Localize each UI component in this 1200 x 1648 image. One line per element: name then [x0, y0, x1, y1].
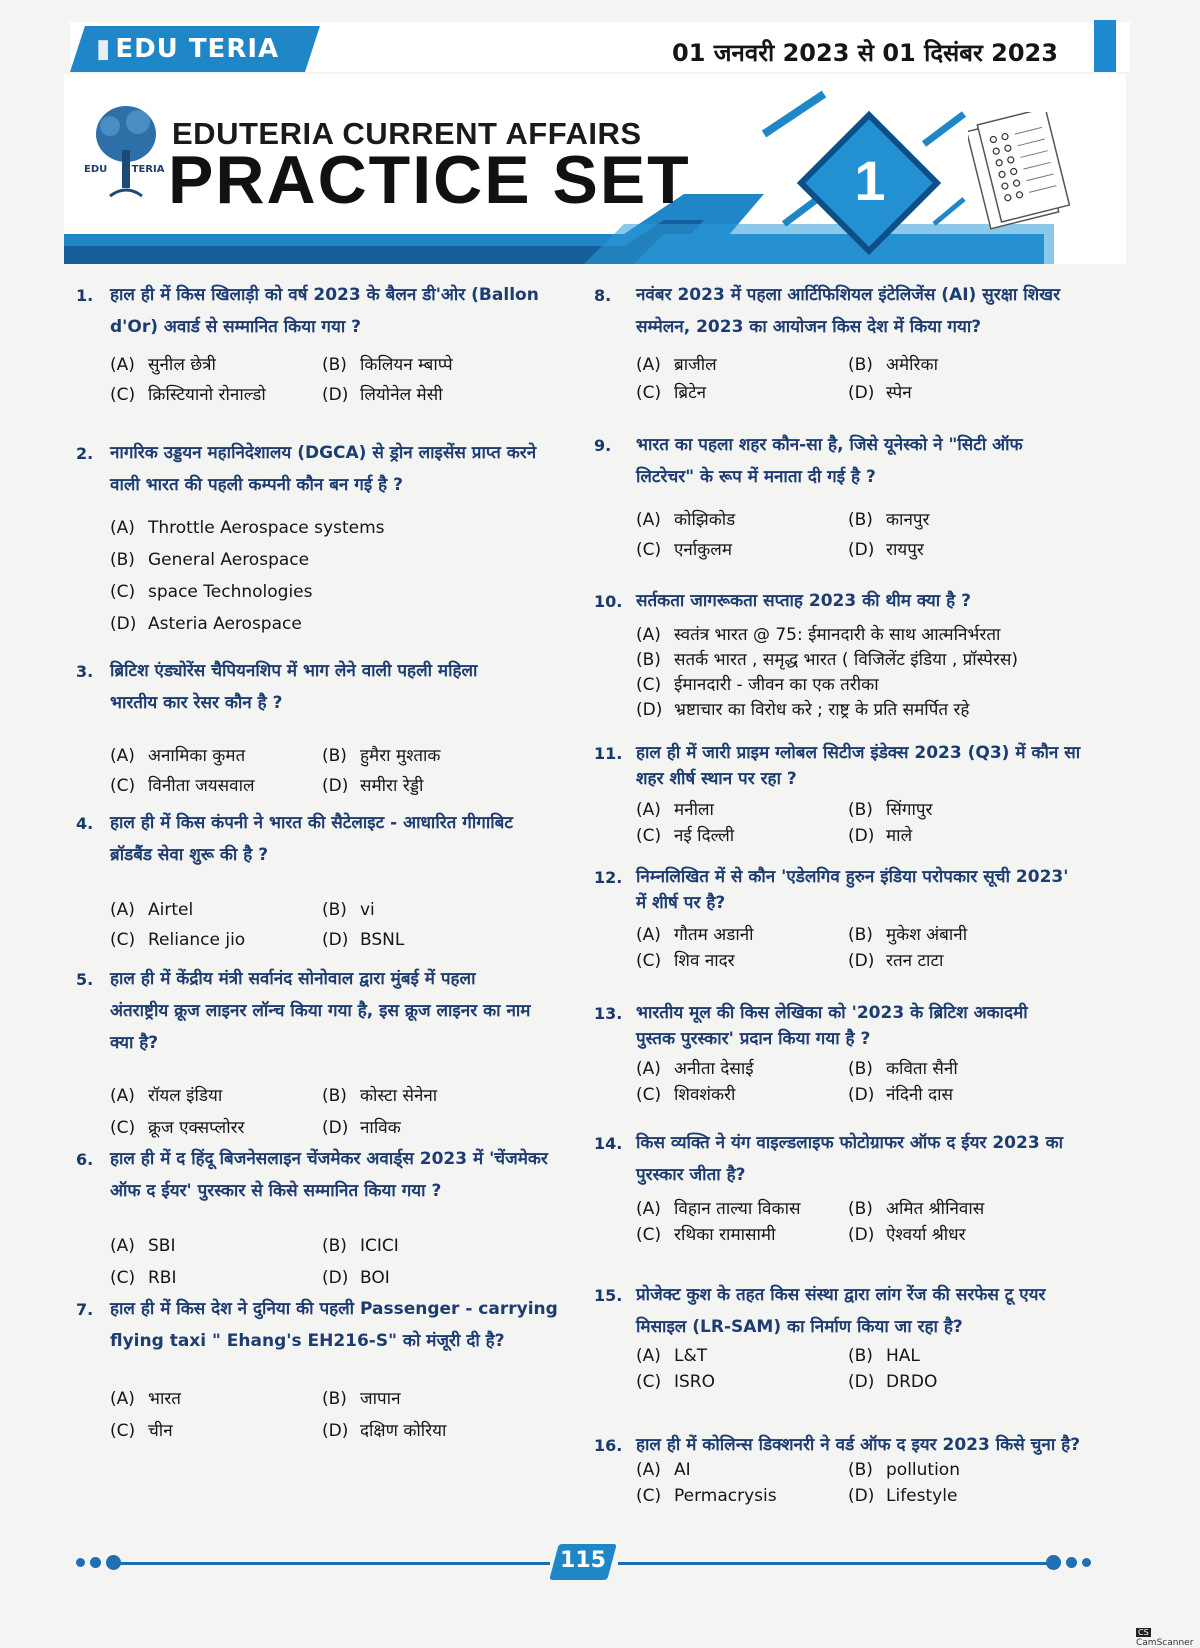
option-text: नंदिनी दास — [886, 1085, 954, 1105]
option-text: कोस्टा सेनेना — [360, 1086, 438, 1106]
option-letter: (C) — [636, 1085, 662, 1105]
option-text: ईमानदारी - जीवन का एक तरीका — [674, 675, 879, 695]
option-text: General Aerospace — [148, 550, 310, 570]
option-letter: (A) — [636, 510, 661, 530]
option-text: Asteria Aerospace — [148, 614, 302, 634]
answer-option — [848, 948, 943, 971]
page-number: 115 — [560, 1548, 606, 1573]
question-text: हाल ही में जारी प्राइम ग्लोबल सिटीज इंडेक्स 2023 (Q3) में कौन सा — [636, 743, 1081, 763]
scanner-label: CamScanner — [1136, 1638, 1194, 1648]
answer-option — [322, 1083, 437, 1106]
answer-option — [636, 622, 1000, 645]
answer-option — [322, 1115, 401, 1138]
option-letter: (A) — [636, 800, 661, 820]
option-text: स्वतंत्र भारत @ 75: ईमानदारी के साथ आत्मनिर्भरता — [674, 625, 1001, 645]
answer-option — [110, 1268, 177, 1288]
question-text: हाल ही में केंद्रीय मंत्री सर्वानंद सोनोवाल द्वारा मुंबई में पहला — [110, 969, 476, 989]
option-letter: (D) — [848, 1486, 875, 1506]
option-text: pollution — [886, 1460, 960, 1480]
question-number: 12. — [594, 868, 623, 887]
option-text: कविता सैनी — [886, 1059, 958, 1079]
footer-dot — [1082, 1558, 1091, 1567]
option-letter: (D) — [322, 930, 349, 950]
option-text: BOI — [360, 1268, 390, 1288]
question-text: लिटरेचर" के रूप में मनाता दी गई है ? — [636, 467, 876, 487]
option-text: vi — [360, 900, 375, 920]
answer-option — [110, 614, 302, 634]
scanner-watermark — [1136, 1628, 1200, 1648]
option-letter: (B) — [322, 355, 347, 375]
option-text: L&T — [674, 1346, 708, 1366]
option-text: ब्राजील — [674, 355, 717, 375]
option-text: कानपुर — [886, 510, 930, 530]
option-text: मनीला — [674, 800, 714, 820]
option-letter: (C) — [110, 930, 136, 950]
question-number: 14. — [594, 1134, 623, 1153]
option-text: स्पेन — [886, 383, 912, 403]
option-text: DRDO — [886, 1372, 938, 1392]
option-letter: (A) — [636, 625, 661, 645]
option-text: Permacrysis — [674, 1486, 777, 1506]
question-number: 5. — [76, 970, 94, 989]
answer-option — [110, 930, 245, 950]
answer-option — [848, 1222, 966, 1245]
option-letter: (B) — [322, 746, 347, 766]
option-letter: (A) — [110, 1086, 135, 1106]
answer-option — [322, 773, 423, 796]
answer-option — [636, 1460, 691, 1480]
option-text: space Technologies — [148, 582, 313, 602]
answer-option — [848, 1486, 957, 1506]
logo-text-left: EDU — [84, 164, 108, 175]
option-letter: (D) — [848, 1225, 875, 1245]
logo-label — [84, 164, 164, 175]
answer-option — [636, 352, 717, 375]
option-text: रॉयल इंडिया — [148, 1086, 223, 1106]
option-letter: (B) — [848, 1199, 873, 1219]
option-text: नई दिल्ली — [674, 826, 735, 846]
option-text: Airtel — [148, 900, 194, 920]
question-text: शहर शीर्ष स्थान पर रहा ? — [636, 769, 797, 789]
question-text: में शीर्ष पर है? — [636, 893, 726, 913]
option-text: ब्रिटेन — [674, 383, 707, 403]
option-letter: (B) — [848, 925, 873, 945]
question-text: सर्तकता जागरूकता सप्ताह 2023 की थीम क्या है ? — [636, 591, 971, 611]
option-text: गौतम अडानी — [674, 925, 754, 945]
answer-option — [322, 930, 404, 950]
option-text: ISRO — [674, 1372, 715, 1392]
answer-option — [110, 900, 193, 920]
question-number: 11. — [594, 744, 623, 763]
answer-option — [636, 1346, 707, 1366]
date-range: 01 जनवरी 2023 से 01 दिसंबर 2023 — [672, 39, 1058, 67]
set-subtitle: PRACTICE SET — [168, 142, 691, 218]
option-letter: (C) — [636, 951, 662, 971]
option-text: ICICI — [360, 1236, 399, 1256]
option-text: अनीता देसाई — [674, 1059, 754, 1079]
option-letter: (C) — [110, 582, 136, 602]
answer-option — [322, 1268, 390, 1288]
option-text: सतर्क भारत , समृद्ध भारत ( विजिलेंट इंडिया , प्रॉस्पेरस) — [674, 650, 1019, 670]
answer-option — [322, 900, 375, 920]
answer-option — [848, 1056, 958, 1079]
answer-option — [110, 1236, 175, 1256]
question-text: क्या है? — [110, 1033, 159, 1053]
answer-option — [322, 1418, 446, 1441]
question-text: वाली भारत की पहली कम्पनी कौन बन गई है ? — [110, 475, 403, 495]
answer-option — [848, 537, 924, 560]
answer-option — [110, 1083, 222, 1106]
question-number: 3. — [76, 662, 94, 681]
set-title: EDUTERIA CURRENT AFFAIRS — [172, 116, 642, 151]
tree-logo-icon — [80, 100, 168, 210]
option-letter: (D) — [322, 1268, 349, 1288]
option-text: विनीता जयसवाल — [148, 776, 255, 796]
answer-option — [110, 382, 266, 405]
option-text: रथिका रामासामी — [674, 1225, 776, 1245]
option-text: भारत — [148, 1389, 181, 1409]
option-letter: (C) — [636, 1225, 662, 1245]
answer-option — [636, 1082, 735, 1105]
question-text: हाल ही में किस देश ने दुनिया की पहली Passenger - carrying — [110, 1299, 558, 1319]
option-letter: (B) — [110, 550, 135, 570]
option-letter: (D) — [322, 1118, 349, 1138]
option-letter: (C) — [636, 1486, 662, 1506]
answer-option — [110, 743, 245, 766]
option-letter: (B) — [848, 355, 873, 375]
answer-option — [848, 922, 967, 945]
option-letter: (D) — [848, 951, 875, 971]
option-text: Reliance jio — [148, 930, 246, 950]
option-text: समीरा रेड्डी — [360, 776, 424, 796]
answer-option — [636, 380, 706, 403]
question-text: निम्नलिखित में से कौन 'एडेलगिव हुरुन इंडिया परोपकार सूची 2023' — [636, 867, 1069, 887]
answer-option — [110, 1115, 245, 1138]
option-text: विहान ताल्या विकास — [674, 1199, 801, 1219]
question-number: 7. — [76, 1300, 94, 1319]
option-letter: (B) — [848, 510, 873, 530]
option-text: HAL — [886, 1346, 920, 1366]
option-text: अमित श्रीनिवास — [886, 1199, 985, 1219]
question-text: ऑफ द ईयर' पुरस्कार से किसे सम्मानित किया गया ? — [110, 1181, 442, 1201]
answer-option — [636, 1372, 715, 1392]
option-text: शिवशंकरी — [674, 1085, 736, 1105]
question-text: हाल ही में कोलिन्स डिक्शनरी ने वर्ड ऑफ द इयर 2023 किसे चुना है? — [636, 1435, 1081, 1455]
option-text: चीन — [148, 1421, 173, 1441]
answer-option — [848, 1460, 960, 1480]
set-number: 1 — [854, 149, 886, 212]
question-number: 15. — [594, 1286, 623, 1305]
question-text: flying taxi " Ehang's EH216-S" को मंजूरी दी है? — [110, 1331, 505, 1351]
option-text: अनामिका कुमत — [148, 746, 246, 766]
question-number: 8. — [594, 286, 612, 305]
answer-option — [322, 1386, 401, 1409]
option-text: लियोनेल मेसी — [360, 385, 443, 405]
option-letter: (B) — [848, 1460, 873, 1480]
question-text: अंतराष्ट्रीय क्रूज लाइनर लॉन्च किया गया है, इस क्रूज लाइनर का नाम — [110, 1001, 531, 1021]
question-text: हाल ही में द हिंदू बिजनेसलाइन चेंजमेकर अवार्ड्स 2023 में 'चेंजमेकर — [110, 1149, 548, 1169]
option-letter: (A) — [110, 746, 135, 766]
option-letter: (C) — [110, 385, 136, 405]
answer-option — [110, 582, 312, 602]
option-letter: (A) — [636, 1059, 661, 1079]
option-letter: (B) — [322, 1086, 347, 1106]
option-letter: (D) — [848, 1372, 875, 1392]
option-letter: (D) — [848, 826, 875, 846]
answer-option — [848, 507, 930, 530]
option-letter: (A) — [636, 1346, 661, 1366]
option-text: अमेरिका — [886, 355, 938, 375]
footer-dot — [90, 1557, 101, 1568]
question-text: किस व्यक्ति ने यंग वाइल्डलाइफ फोटोग्राफर ऑफ द ईयर 2023 का — [636, 1133, 1064, 1153]
answer-option — [636, 1222, 775, 1245]
question-text: हाल ही में किस कंपनी ने भारत की सैटेलाइट - आधारित गीगाबिट — [110, 813, 513, 833]
option-letter: (A) — [636, 925, 661, 945]
option-letter: (D) — [848, 1085, 875, 1105]
option-text: क्रिस्टियानो रोनाल्डो — [148, 385, 266, 405]
question-text: d'Or) अवार्ड से सम्मानित किया गया ? — [110, 317, 362, 337]
answer-option — [636, 1196, 800, 1219]
option-letter: (B) — [322, 900, 347, 920]
option-letter: (D) — [848, 383, 875, 403]
answer-option — [636, 1486, 777, 1506]
brand-label: EDU TERIA — [115, 34, 280, 64]
option-text: नाविक — [360, 1118, 401, 1138]
question-text: भारत का पहला शहर कौन-सा है, जिसे यूनेस्को ने "सिटी ऑफ — [636, 435, 1023, 455]
answer-option — [848, 352, 938, 375]
option-letter: (B) — [848, 1346, 873, 1366]
option-letter: (B) — [636, 650, 661, 670]
answer-option — [848, 1082, 953, 1105]
question-text: नवंबर 2023 में पहला आर्टिफिशियल इंटेलिजेंस (AI) सुरक्षा शिखर — [636, 285, 1061, 305]
option-text: SBI — [148, 1236, 176, 1256]
option-text: Lifestyle — [886, 1486, 958, 1506]
option-letter: (C) — [636, 540, 662, 560]
question-text: प्रोजेक्ट कुश के तहत किस संस्था द्वारा लांग रेंज की सरफेस टू एयर — [636, 1285, 1046, 1305]
option-text: शिव नादर — [674, 951, 735, 971]
answer-sheet-icon — [968, 112, 1072, 232]
question-number: 2. — [76, 444, 94, 463]
footer-rule-right — [618, 1562, 1048, 1565]
answer-option — [636, 1056, 754, 1079]
option-text: किलियन म्बाप्पे — [360, 355, 453, 375]
answer-option — [636, 672, 879, 695]
answer-option — [322, 1236, 399, 1256]
option-letter: (A) — [636, 355, 661, 375]
question-text: नागरिक उड्डयन महानिदेशालय (DGCA) से ड्रोन लाइसेंस प्राप्त करने — [110, 443, 537, 463]
option-text: हुमैरा मुश्ताक — [360, 746, 441, 766]
option-text: भ्रष्टाचार का विरोध करे ; राष्ट्र के प्रति समर्पित रहे — [674, 700, 970, 720]
scanner-badge: CS — [1138, 1628, 1149, 1637]
question-text: मिसाइल (LR-SAM) का निर्माण किया जा रहा है? — [636, 1317, 963, 1337]
option-letter: (C) — [636, 675, 662, 695]
answer-option — [636, 537, 732, 560]
question-text: पुस्तक पुरस्कार' प्रदान किया गया है ? — [636, 1029, 871, 1049]
question-number: 13. — [594, 1004, 623, 1023]
option-text: कोझिकोड — [674, 510, 736, 530]
answer-option — [848, 797, 932, 820]
answer-option — [848, 823, 912, 846]
option-letter: (B) — [848, 1059, 873, 1079]
answer-option — [110, 773, 255, 796]
option-letter: (A) — [110, 355, 135, 375]
option-letter: (A) — [110, 900, 135, 920]
option-text: सिंगापुर — [886, 800, 933, 820]
book-icon: ▮ — [96, 34, 112, 64]
question-number: 16. — [594, 1436, 623, 1455]
answer-option — [848, 1372, 937, 1392]
brand-name — [96, 34, 279, 64]
logo-text-right: TERIA — [131, 164, 165, 175]
option-text: रतन टाटा — [886, 951, 944, 971]
option-text: मुकेश अंबानी — [886, 925, 968, 945]
footer-dot — [76, 1558, 85, 1567]
option-text: रायपुर — [886, 540, 924, 560]
option-text: RBI — [148, 1268, 177, 1288]
option-letter: (A) — [110, 1236, 135, 1256]
answer-option — [322, 382, 443, 405]
question-number: 9. — [594, 436, 612, 455]
answer-option — [848, 1346, 920, 1366]
answer-option — [636, 647, 1018, 670]
option-text: सुनील छेत्री — [148, 355, 216, 375]
option-letter: (D) — [322, 776, 349, 796]
answer-option — [110, 1418, 173, 1441]
option-letter: (C) — [110, 1268, 136, 1288]
question-text: पुरस्कार जीता है? — [636, 1165, 746, 1185]
option-letter: (C) — [636, 826, 662, 846]
option-letter: (A) — [636, 1460, 661, 1480]
question-text: ब्रिटिश एंड्योरेंस चैपियनशिप में भाग लेने वाली पहली महिला — [110, 661, 478, 681]
question-text: ब्रॉडबैंड सेवा शुरू की है ? — [110, 845, 269, 865]
option-letter: (C) — [636, 1372, 662, 1392]
question-number: 10. — [594, 592, 623, 611]
option-letter: (C) — [110, 1118, 136, 1138]
option-letter: (D) — [636, 700, 663, 720]
answer-option — [848, 1196, 984, 1219]
option-letter: (A) — [110, 518, 135, 538]
option-letter: (B) — [322, 1236, 347, 1256]
option-text: दक्षिण कोरिया — [360, 1421, 447, 1441]
footer-dot — [1066, 1557, 1077, 1568]
answer-option — [322, 743, 441, 766]
option-letter: (B) — [848, 800, 873, 820]
question-text: भारतीय मूल की किस लेखिका को '2023 के ब्रिटिश अकादमी — [636, 1003, 1028, 1023]
option-letter: (D) — [322, 385, 349, 405]
option-text: एर्नाकुलम — [674, 540, 732, 560]
question-number: 1. — [76, 286, 94, 305]
answer-option — [110, 352, 216, 375]
option-letter: (D) — [322, 1421, 349, 1441]
answer-option — [110, 550, 309, 570]
option-text: AI — [674, 1460, 691, 1480]
option-text: जापान — [360, 1389, 401, 1409]
option-text: क्रूज एक्सप्लोरर — [148, 1118, 245, 1138]
footer-rule-left — [120, 1562, 550, 1565]
option-text: Throttle Aerospace systems — [148, 518, 385, 538]
answer-option — [848, 380, 912, 403]
option-letter: (D) — [110, 614, 137, 634]
answer-option — [636, 697, 969, 720]
option-letter: (D) — [848, 540, 875, 560]
option-letter: (C) — [110, 1421, 136, 1441]
option-text: ऐश्वर्या श्रीधर — [886, 1225, 966, 1245]
header-accent-bar — [1094, 20, 1116, 72]
question-text: भारतीय कार रेसर कौन है ? — [110, 693, 283, 713]
option-text: माले — [886, 826, 913, 846]
answer-option — [636, 507, 735, 530]
option-letter: (C) — [110, 776, 136, 796]
question-number: 4. — [76, 814, 94, 833]
answer-option — [110, 518, 385, 538]
option-letter: (A) — [110, 1389, 135, 1409]
option-letter: (B) — [322, 1389, 347, 1409]
footer-dot — [1046, 1555, 1061, 1570]
option-text: BSNL — [360, 930, 405, 950]
answer-option — [636, 797, 714, 820]
question-text: हाल ही में किस खिलाड़ी को वर्ष 2023 के बैलन डी'ओर (Ballon — [110, 285, 539, 305]
option-letter: (C) — [636, 383, 662, 403]
answer-option — [636, 948, 735, 971]
question-text: सम्मेलन, 2023 का आयोजन किस देश में किया गया? — [636, 317, 982, 337]
answer-option — [636, 922, 754, 945]
answer-option — [110, 1386, 181, 1409]
option-letter: (A) — [636, 1199, 661, 1219]
answer-option — [322, 352, 453, 375]
answer-option — [636, 823, 734, 846]
question-number: 6. — [76, 1150, 94, 1169]
footer-dot — [106, 1555, 121, 1570]
